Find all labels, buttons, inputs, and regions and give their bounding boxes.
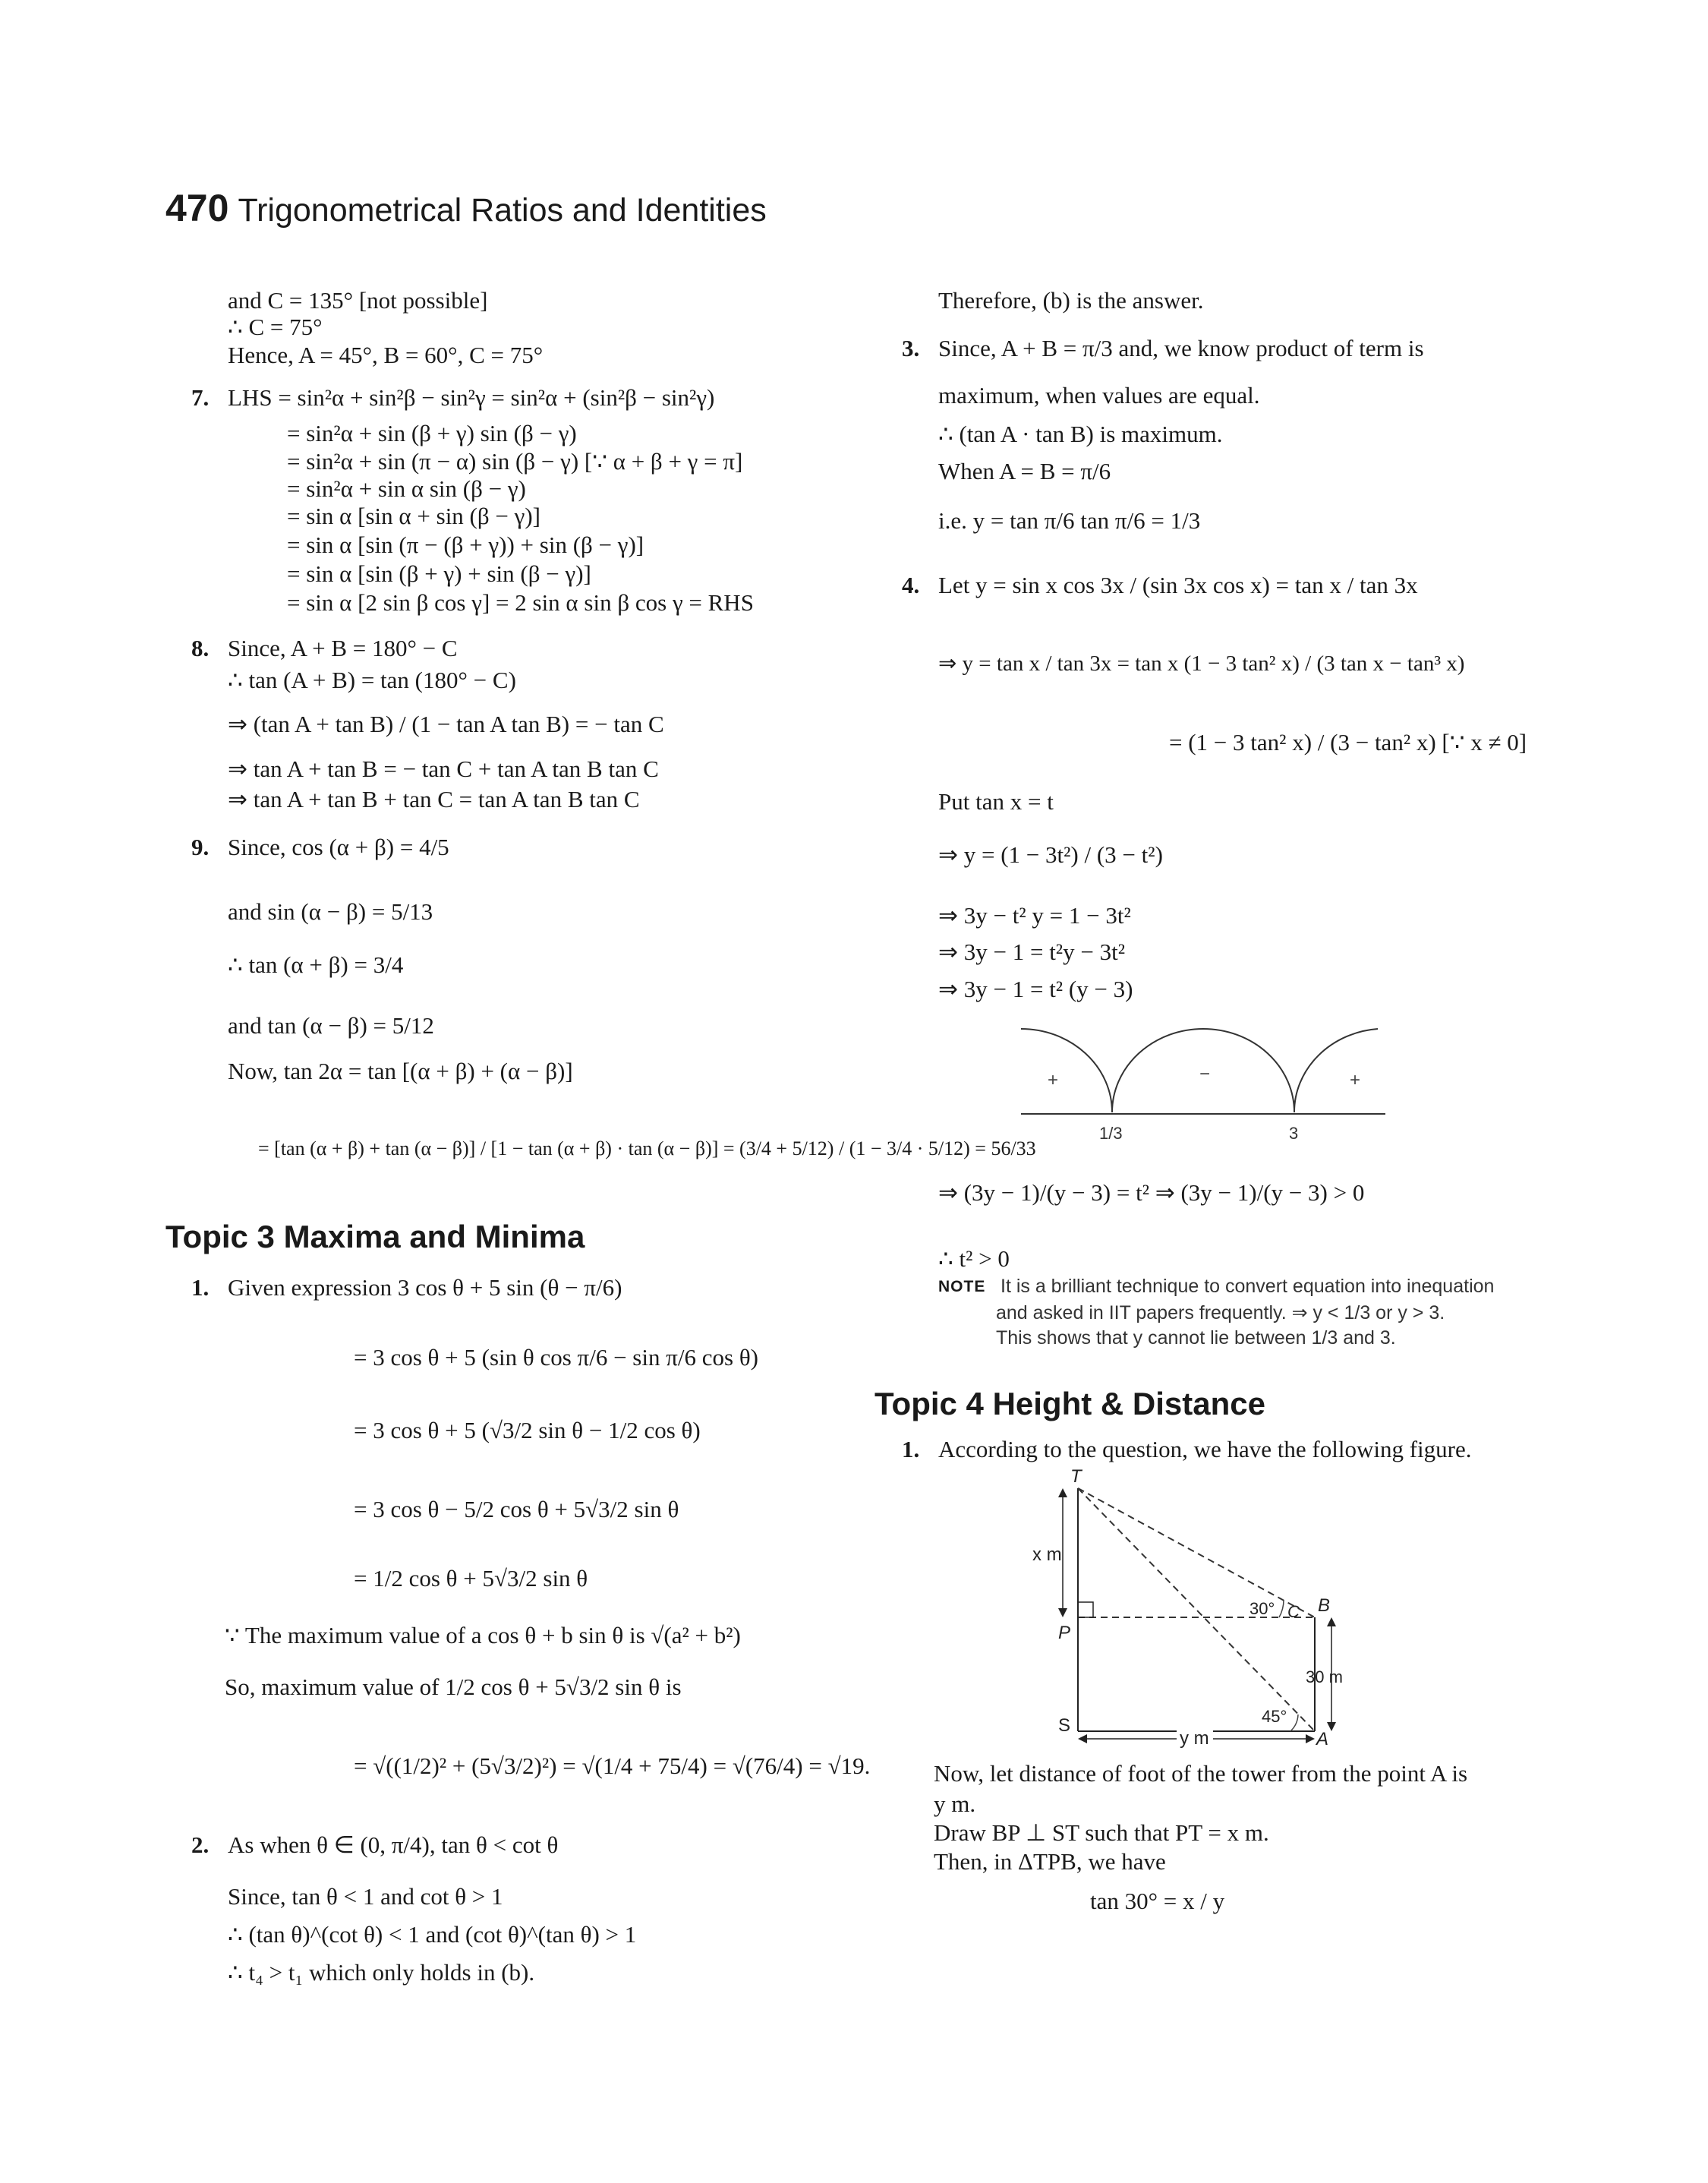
solution-line: LHS = sin²α + sin²β − sin²γ = sin²α + (sin²β − sin²γ) [228,384,715,411]
solution-line: = sin α [sin α + sin (β − γ)] [287,503,540,529]
arrow-down-icon [1058,1608,1067,1617]
solution-line: Since, tan θ < 1 and cot θ > 1 [228,1883,503,1910]
topic-heading: Topic 4 Height & Distance [874,1386,1265,1421]
page-number: 470 [165,187,229,229]
solution-line: ∴ (tan θ)^(cot θ) < 1 and (cot θ)^(tan θ) > 1 [228,1921,637,1948]
solution-line: ⇒ (3y − 1)/(y − 3) = t² ⇒ (3y − 1)/(y − 3) > 0 [938,1179,1365,1206]
solution-line: = [tan (α + β) + tan (α − β)] / [1 − tan (α + β) · tan (α − β)] = (3/4 + 5/12) / (1 − 3/4 · 5/12) = 56/33 [258,1137,1036,1159]
solution-line: ⇒ tan A + tan B + tan C = tan A tan B tan C [228,786,640,812]
solution-line: = sin²α + sin α sin (β − γ) [287,475,526,502]
solution-line: = 1/2 cos θ + 5√3/2 sin θ [354,1565,588,1592]
solution-line: Therefore, (b) is the answer. [938,287,1204,314]
sign-plus: + [1350,1070,1361,1090]
angle-arc-30 [1279,1600,1284,1617]
solution-line: Let y = sin x cos 3x / (sin 3x cos x) = tan x / tan 3x [938,572,1418,598]
prev-line: ∴ C = 75° [228,314,323,340]
right-angle-mark [1078,1602,1093,1617]
solution-line: ⇒ (tan A + tan B) / (1 − tan A tan B) = − tan C [228,711,664,737]
solution-line: Given expression 3 cos θ + 5 sin (θ − π/6) [228,1274,622,1301]
solution-line: ∴ tan (α + β) = 3/4 [228,951,404,978]
question-number: 1. [902,1436,920,1462]
question-number: 8. [191,635,210,661]
solution-line: Since, A + B = 180° − C [228,635,458,661]
solution-line: = sin α [sin (β + γ) + sin (β − γ)] [287,560,591,587]
chapter-title: Trigonometrical Ratios and Identities [238,192,767,229]
sight-line-b [1078,1488,1315,1617]
topic-heading: Topic 3 Maxima and Minima [165,1219,585,1254]
solution-line: = 3 cos θ + 5 (sin θ cos π/6 − sin π/6 cos θ) [354,1344,758,1371]
sign-plus: + [1048,1070,1059,1090]
solution-line: = (1 − 3 tan² x) / (3 − tan² x) [∵ x ≠ 0] [1169,729,1527,756]
label-ym: y m [1180,1728,1209,1749]
label-xm: x m [1032,1544,1062,1565]
solution-line: Put tan x = t [938,788,1054,815]
solution-line: Then, in ΔTPB, we have [934,1848,1166,1875]
solution-line: = 3 cos θ − 5/2 cos θ + 5√3/2 sin θ [354,1496,679,1522]
solution-line: ⇒ y = tan x / tan 3x = tan x (1 − 3 tan² x) / (3 tan x − tan³ x) [938,651,1465,676]
solution-line: y m. [934,1790,976,1817]
question-number: 2. [191,1831,210,1858]
label-height: 30 m [1306,1667,1343,1686]
solution-line: and sin (α − β) = 5/13 [228,898,433,925]
note-line: and asked in IIT papers frequently. ⇒ y < 1/3 or y > 3. [996,1302,1445,1323]
solution-line: Now, tan 2α = tan [(α + β) + (α − β)] [228,1058,573,1084]
question-number: 1. [191,1274,210,1301]
point-label: 1/3 [1099,1124,1123,1143]
solution-line: Now, let distance of foot of the tower from the point A is [934,1760,1468,1787]
question-number: 7. [191,384,210,411]
label-t: T [1070,1466,1082,1487]
solution-line: i.e. y = tan π/6 tan π/6 = 1/3 [938,507,1201,534]
label-b: B [1318,1595,1331,1616]
prev-line: Hence, A = 45°, B = 60°, C = 75° [228,342,544,368]
solution-line: = √((1/2)² + (5√3/2)²) = √(1/4 + 75/4) = √(76/4) = √19. [354,1752,871,1779]
solution-line: maximum, when values are equal. [938,382,1260,409]
page-header [165,186,767,230]
solution-line: = sin α [2 sin β cos γ] = 2 sin α sin β cos γ = RHS [287,589,754,616]
sign-minus: − [1199,1064,1211,1084]
solution-line: Draw BP ⊥ ST such that PT = x m. [934,1819,1269,1846]
sign-chart [1017,1025,1397,1143]
solution-line: ∴ tan (A + B) = tan (180° − C) [228,667,516,693]
solution-line: = 3 cos θ + 5 (√3/2 sin θ − 1/2 cos θ) [354,1417,701,1443]
solution-line: Since, cos (α + β) = 4/5 [228,834,449,860]
height-distance-figure [1032,1465,1351,1754]
solution-line: tan 30° = x / y [1090,1888,1225,1914]
solution-line: According to the question, we have the following figure. [938,1436,1472,1462]
label-angle45: 45° [1262,1707,1287,1726]
question-number: 3. [902,335,920,361]
solution-line: ⇒ 3y − t² y = 1 − 3t² [938,902,1131,929]
sign-chart-arc [1294,1029,1378,1112]
solution-line: ∴ t² > 0 [938,1245,1010,1272]
arrow-up-icon [1058,1488,1067,1497]
point-label: 3 [1289,1124,1299,1143]
solution-line: So, maximum value of 1/2 cos θ + 5√3/2 sin θ is [225,1674,682,1700]
label-c: C [1287,1602,1300,1621]
arrow-right-icon [1306,1734,1315,1743]
note-line: It is a brilliant technique to convert equation into inequation [1001,1276,1495,1297]
angle-arc-45 [1290,1715,1298,1731]
solution-line: ⇒ 3y − 1 = t²y − 3t² [938,939,1125,965]
note-line: This shows that y cannot lie between 1/3 and 3. [996,1327,1396,1349]
solution-line: As when θ ∈ (0, π/4), tan θ < cot θ [228,1831,559,1858]
sign-chart-arc [1021,1029,1112,1112]
question-number: 4. [902,572,920,598]
solution-line: and tan (α − β) = 5/12 [228,1012,434,1039]
solution-line: ∴ (tan A · tan B) is maximum. [938,421,1223,447]
label-a: A [1316,1729,1329,1749]
solution-line: ⇒ 3y − 1 = t² (y − 3) [938,976,1133,1002]
solution-line: ⇒ tan A + tan B = − tan C + tan A tan B tan C [228,756,659,782]
arrow-left-icon [1078,1734,1087,1743]
label-p: P [1058,1623,1071,1643]
label-angle30: 30° [1249,1599,1275,1618]
note-label: NOTE [938,1278,986,1295]
sight-line-a [1078,1488,1315,1731]
prev-line: and C = 135° [not possible] [228,287,488,314]
solution-line: ∵ The maximum value of a cos θ + b sin θ is √(a² + b²) [225,1622,741,1648]
solution-line: = sin²α + sin (β + γ) sin (β − γ) [287,420,577,446]
solution-line: ∴ t₄ > t₁ which only holds in (b). [228,1959,535,1986]
solution-line: = sin α [sin (π − (β + γ)) + sin (β − γ)] [287,532,644,558]
solution-line: ⇒ y = (1 − 3t²) / (3 − t²) [938,841,1163,868]
question-number: 9. [191,834,210,860]
arrow-up-icon [1327,1617,1336,1626]
solution-line: Since, A + B = π/3 and, we know product of term is [938,335,1424,361]
solution-line: = sin²α + sin (π − α) sin (β − γ) [∵ α + β + γ = π] [287,448,743,475]
solution-line: When A = B = π/6 [938,458,1111,484]
label-s: S [1058,1715,1071,1736]
